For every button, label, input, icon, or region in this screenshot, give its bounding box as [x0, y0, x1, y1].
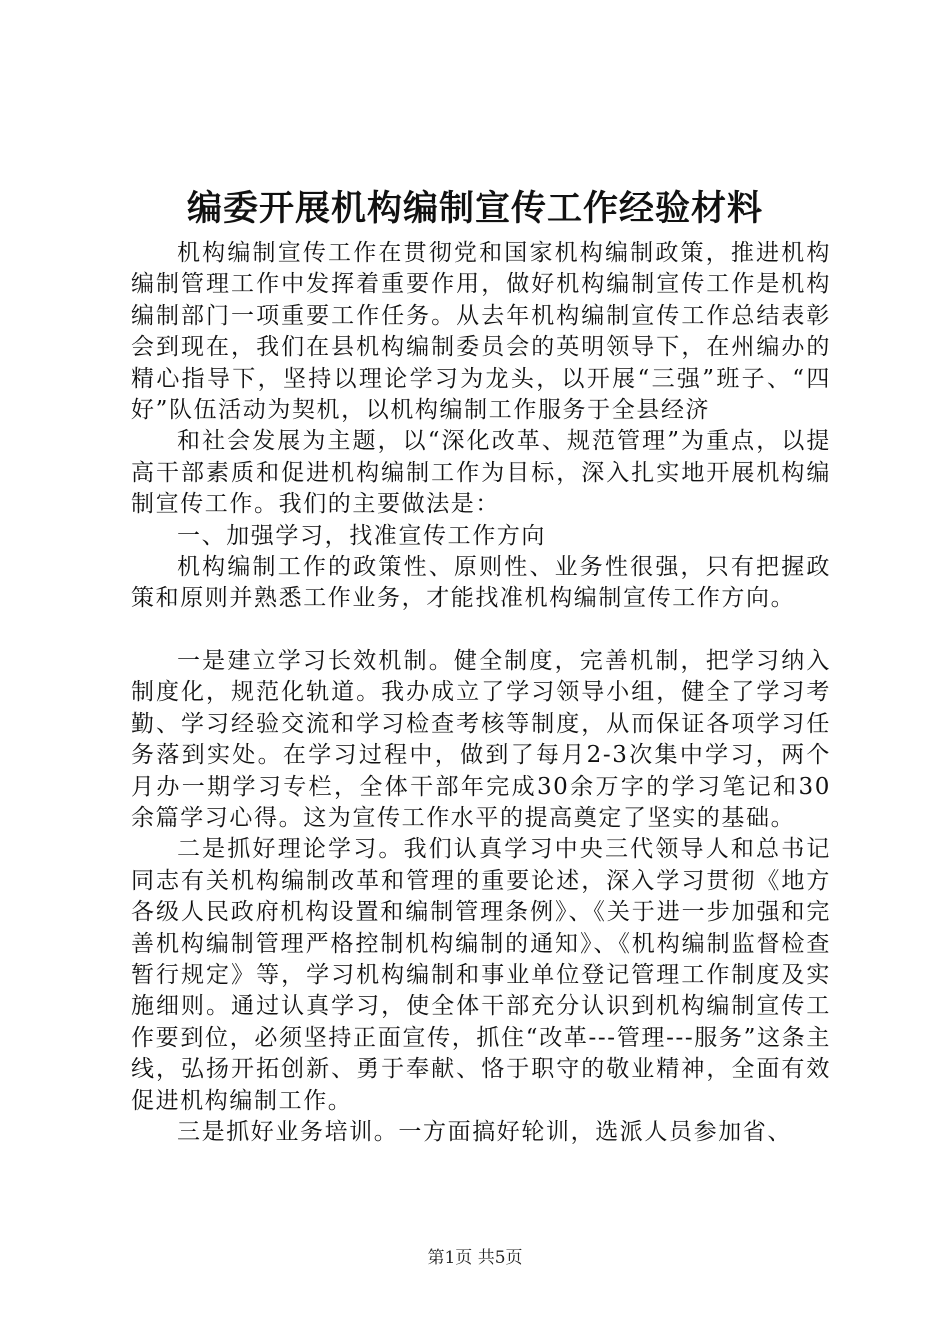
- paragraph-section-1-intro: 机构编制工作的政策性、原则性、业务性很强，只有把握政策和原则并熟悉工作业务，才能找准机构编制宣传工作方向。: [131, 554, 831, 612]
- paragraph-point-2: 二是抓好理论学习。我们认真学习中央三代领导人和总书记同志有关机构编制改革和管理的重要论述，深入学习贯彻《地方各级人民政府机构设置和编制管理条例》、《关于进一步加强和完善机构编制管理严格控制机构编制的通知》、《机构编制监督检查暂行规定》等，学习机构编制和事业单位登记管理工作制度及实施细则。通过认真学习，使全体干部充分认识到机构编制宣传工作要到位，必须坚持正面宣传，抓住“改革---管理---服务”这条主线，弘扬开拓创新、勇于奉献、恪于职守的敬业精神，全面有效促进机构编制工作。: [131, 836, 831, 1114]
- page-number-footer: 第1页 共5页: [427, 1248, 523, 1268]
- paragraph-point-1: 一是建立学习长效机制。健全制度，完善机制，把学习纳入制度化，规范化轨道。我办成立了学习领导小组，健全了学习考勤、学习经验交流和学习检查考核等制度，从而保证各项学习任务落到实处。在学习过程中，做到了每月2-3次集中学习，两个月办一期学习专栏，全体干部年完成30余万字的学习笔记和30余篇学习心得。这为宣传工作水平的提高奠定了坚实的基础。: [131, 647, 831, 831]
- paragraph-intro: 机构编制宣传工作在贯彻党和国家机构编制政策，推进机构编制管理工作中发挥着重要作用，做好机构编制宣传工作是机构编制部门一项重要工作任务。从去年机构编制宣传工作总结表彰会到现在，我们在县机构编制委员会的英明领导下，在州编办的精心指导下，坚持以理论学习为龙头，以开展“三强”班子、“四好”队伍活动为契机，以机构编制工作服务于全县经济: [131, 240, 831, 424]
- paragraph-point-3: 三是抓好业务培训。一方面搞好轮训，选派人员参加省、: [177, 1118, 792, 1145]
- section-heading-1: 一、加强学习，找准宣传工作方向: [177, 522, 546, 549]
- document-body: [131, 238, 831, 1148]
- document-title: 编委开展机构编制宣传工作经验材料: [186, 188, 763, 229]
- paragraph-spacer: [131, 615, 831, 646]
- paragraph-intro-continued: 和社会发展为主题，以“深化改革、规范管理”为重点，以提高干部素质和促进机构编制工作为目标，深入扎实地开展机构编制宣传工作。我们的主要做法是：: [131, 428, 831, 518]
